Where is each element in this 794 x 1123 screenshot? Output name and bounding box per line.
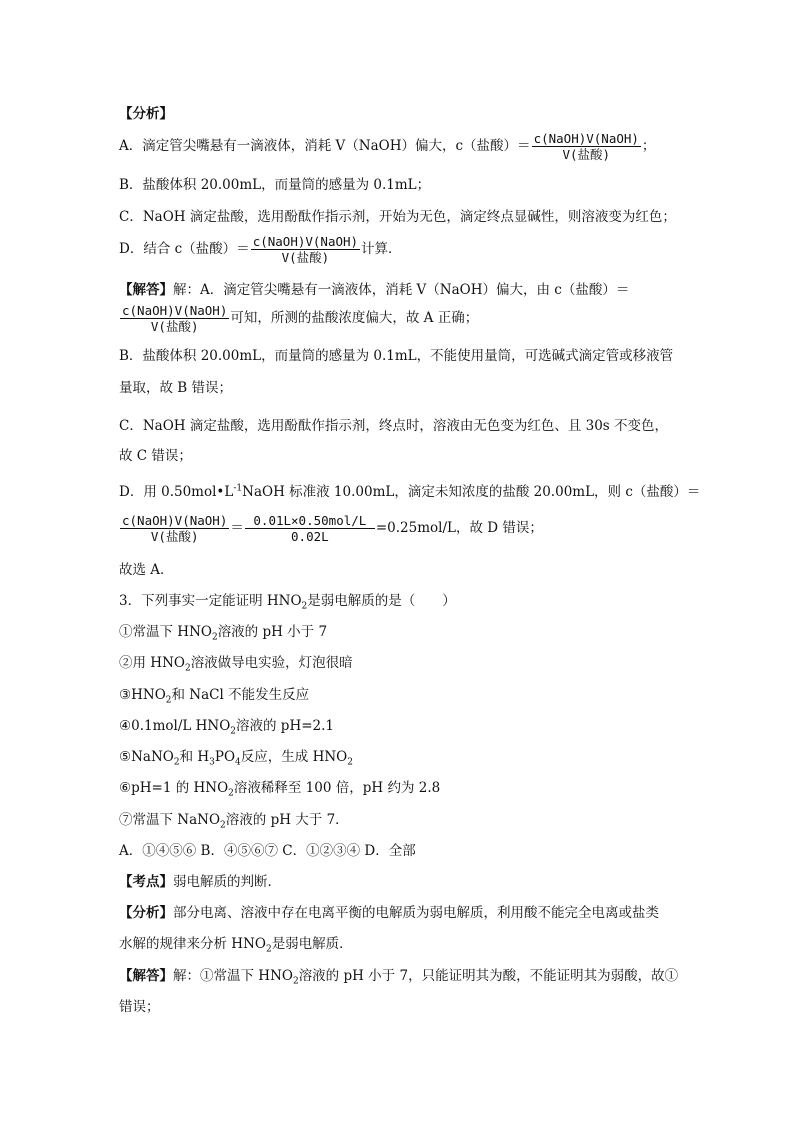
answer-option-a-line1: 【解答】解：A．滴定管尖嘴悬有一滴液体，消耗 V（NaOH）偏大，由 c（盐酸）＝ xyxy=(119,282,630,298)
question-3-item-2: ②用 $HNO_2$溶液做导电实验，灯泡很暗 xyxy=(119,655,353,674)
question-3-item-1: ①常温下 $HNO_2$溶液的 pH 小于 7 xyxy=(119,624,328,643)
fraction: $\frac{\text{c(NaOH)V(NaOH)}}{\text{V(盐酸)}}$ xyxy=(122,303,228,334)
question-3-item-7: ⑦常温下 NaNO$_2$溶液的 pH 大于 7． xyxy=(119,812,349,831)
analysis-option-c: C．NaOH 滴定盐酸，选用酚酞作指示剂，开始为无色，滴定终点显碱性，则溶液变为红色； xyxy=(119,209,676,225)
analysis-option-b: B．盐酸体积 20.00mL，而量筒的感量为 0.1mL； xyxy=(119,177,431,193)
answer-option-b-line2: 量取，故 B 错误； xyxy=(119,380,233,396)
question-3-stem: 3．下列事实一定能证明 $HNO_2$是弱电解质的是（ ） xyxy=(119,593,456,612)
analysis-option-d: D．结合 c（盐酸）＝ $\frac{\text{c(NaOH)V(NaOH)}}{\text{V(盐酸)}}$ 计算． xyxy=(119,234,402,265)
question-3-item-5: ⑤NaNO$_2$和 $H_3PO_4$反应，生成 $HNO_2$ xyxy=(119,749,353,768)
question-3-analysis-line2: 水解的规律来分析 $HNO_2$是弱电解质． xyxy=(119,936,353,955)
answer-option-d-line1: D．用 $0.50mol•L^{-1}NaOH$ 标准液 10.00mL，滴定未知浓度的盐酸 20.00mL，则 c（盐酸）＝ xyxy=(119,483,701,500)
answer-option-c-line1: C．NaOH 滴定盐酸，选用酚酞作指示剂，终点时，溶液由无色变为红色、且 30s 不变色， xyxy=(119,418,669,434)
question-3-item-6: ⑥pH=1 的 $HNO_2$溶液稀释至 100 倍，pH 约为 2.8 xyxy=(119,780,441,799)
question-3-answer-line2: 错误； xyxy=(119,999,160,1015)
fraction: $\frac{\text{c(NaOH)V(NaOH)}}{\text{V(盐酸)}}$ xyxy=(252,234,359,265)
answer-option-c-line2: 故 C 错误； xyxy=(119,448,192,464)
question-3-kaodian: 【考点】弱电解质的判断． xyxy=(119,874,281,890)
question-3-options: A．①④⑤⑥ B．④⑤⑥⑦ C．①②③④ D．全部 xyxy=(119,843,416,859)
analysis-option-a: A．滴定管尖嘴悬有一滴液体，消耗 V（NaOH）偏大，c（盐酸）＝ $\frac{\text{c(NaOH)V(NaOH)}}{\text{V(盐酸)}}$ ； xyxy=(119,131,656,162)
question-3-analysis-line1: 【分析】部分电离、溶液中存在电离平衡的电解质为弱电解质，利用酸不能完全电离或盐类 xyxy=(119,905,659,921)
fraction: $\frac{\text{0.01L×0.50mol/L}}{0.02L}$ xyxy=(245,513,375,544)
answer-option-d-line2: $\frac{\text{c(NaOH)V(NaOH)}}{\text{V(盐酸)}}$ ＝ $\frac{\text{0.01L×0.50mol/L}}{0.02L}$ =0.25mol/L，故 D 错误； xyxy=(122,513,543,544)
analysis-heading: 【分析】 xyxy=(119,106,173,122)
answer-option-a-line2: $\frac{\text{c(NaOH)V(NaOH)}}{\text{V(盐酸)}}$ 可知，所测的盐酸浓度偏大，故 A 正确； xyxy=(122,303,479,334)
answer-option-b-line1: B．盐酸体积 20.00mL，而量筒的感量为 0.1mL，不能使用量筒，可选碱式滴定管或移液管 xyxy=(119,348,674,364)
fraction: $\frac{\text{c(NaOH)V(NaOH)}}{\text{V(盐酸)}}$ xyxy=(122,513,228,544)
question-3-answer-line1: 【解答】解：①常温下 $HNO_2$溶液的 pH 小于 7，只能证明其为酸，不能证明其为弱酸，故① xyxy=(119,968,679,987)
question-3-item-4: ④0.1mol/L $HNO_2$溶液的 pH=2.1 xyxy=(119,718,335,737)
answer-conclusion: 故选 A． xyxy=(119,562,174,578)
fraction: $\frac{\text{c(NaOH)V(NaOH)}}{\text{V(盐酸)}}$ xyxy=(533,131,639,162)
question-3-item-3: $③HNO_2$和 NaCl 不能发生反应 xyxy=(119,687,310,706)
